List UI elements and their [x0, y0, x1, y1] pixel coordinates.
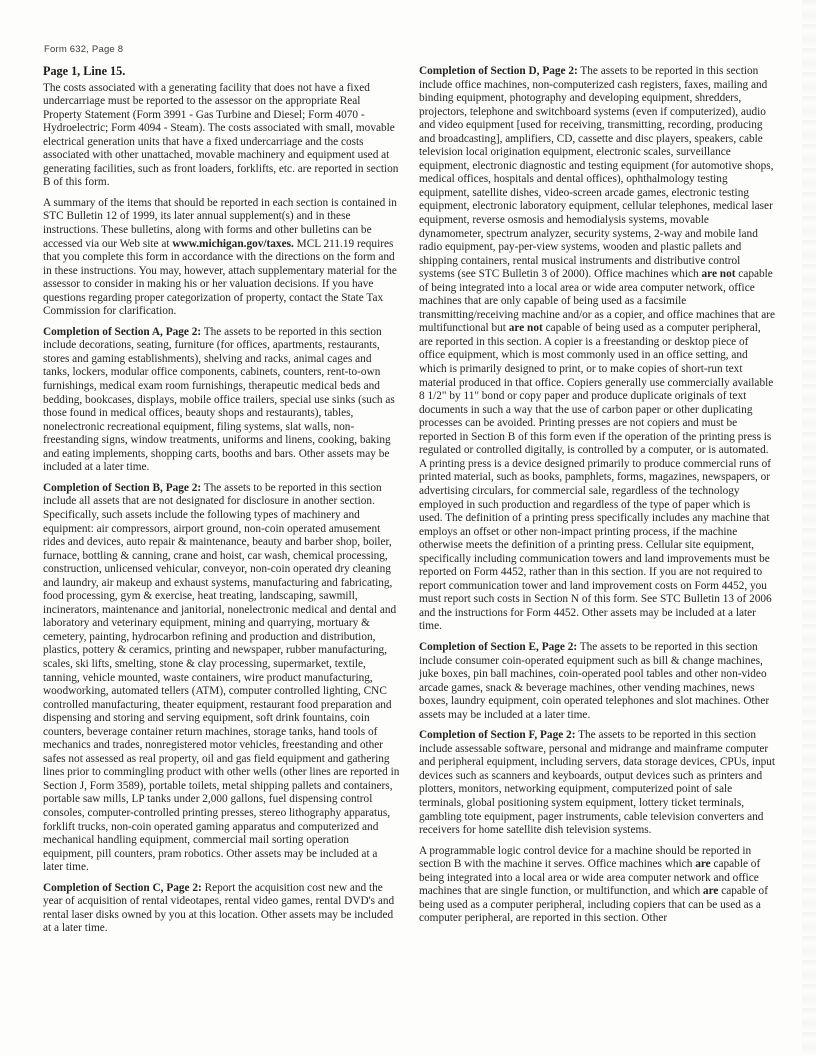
- bold-text-run: are: [695, 858, 711, 871]
- bold-text-run: Completion of Section D, Page 2:: [419, 65, 578, 77]
- text-run: MCL 211.19 requires that you complete this form in accordance with the directions on the form and in these instructions. You may, however, attach supplementary material for the assessor to consider in making his or her valuation decisions. If you have questions regarding proper categorization of property, contact the State Tax Commission for clarification.: [43, 237, 397, 318]
- bold-text-run: Completion of Section F, Page 2:: [419, 729, 576, 742]
- text-run: The costs associated with a generating facility that does not have a fixed undercarriage must be reported to the assessor on the appropriate Real Property Statement (Form 3991 - Gas Turbine and Diesel; Form 4070 - Hydroelectric; Form 4094 - Steam). The costs associated with small, movable electrical generation units that have a fixed undercarriage and the costs associated with other unattached, movable machinery and equipment used at generating facilities, such as front loaders, forklifts, etc. are reported in section B of this form.: [43, 81, 399, 189]
- bold-text-run: Completion of Section B, Page 2:: [43, 481, 202, 494]
- text-run: The assets to be reported in this section include all assets that are not designated for disclosure in another section. Specifically, such assets include the following types of machinery and equipment: air compressors, airport ground, non-coin operated amusement rides and devices, auto repair & maintenance, beauty and barber shop, boiler, furnace, bottling & canning, crane and hoist, car wash, chemical processing, construction, unlicensed vehicular, conveyor, non-coin operated dry cleaning and laundry, air makeup and exhaust systems, manufacturing and fabricating, food processing, gym & exercise, heat treating, landscaping, sawmill, incinerators, maintenance and janitorial, nonelectronic medical and dental and laboratory and veterinary equipment, mining and quarrying, mortuary & cemetery, painting, hydrocarbon refining and production and distribution, plastics, pottery & ceramics, printing and newspaper, rubber manufacturing, scales, ski lifts, smelting, stone & clay processing, supermarket, textile, tanning, vehicle mounted, waste containers, wire product manufacturing, woodworking, automated tellers (ATM), computer controlled lighting, CNC controlled manufacturing, theater equipment, restaurant food preparation and dispensing and storing and serving equipment, soft drink fountains, coin counters, beverage container return machines, storage tanks, hand tools of mechanics and trades, nonregistered motor vehicles, freestanding and other safes not assessed as real property, oil and gas field equipment and gathering lines prior to commingling product with other wells (other lines are reported in Section J, Form 3589), portable toilets, metal shipping pallets and containers, portable saw mills, LP tanks under 2,000 gallons, fuel dispensing control consoles, computer-controlled printing presses, stereo lithography apparatus, forklift trucks, non-coin operated gaming apparatus and computerized and mechanical handling equipment, commercial mail sorting operation equipment, pill counters, pram robotics. Other assets may be included at a later time.: [43, 481, 400, 874]
- section-heading: [43, 65, 400, 79]
- text-run: The assets to be reported in this section include assessable software, personal and midrange and mainframe computer and peripheral equipment, including servers, data storage devices, CPUs, input devices such as scanners and keyboards, output devices such as printers and plotters, monitors, networking equipment, computerized point of sale terminals, global positioning system equipment, lottery ticket terminals, gambling tote equipment, pager instruments, cable television converters and receivers for home satellite dish television systems.: [419, 729, 776, 837]
- text-run: A programmable logic control device for a machine should be reported in section B with the machine it serves. Office machines which: [419, 844, 752, 871]
- paragraph: [43, 482, 400, 875]
- right-column: [419, 65, 776, 933]
- paragraph: [43, 326, 400, 475]
- bold-text-run: Completion of Section A, Page 2:: [43, 325, 202, 338]
- bold-text-run: are not: [701, 268, 736, 281]
- bold-text-run: Page 1, Line 15.: [43, 64, 126, 78]
- text-run: The assets to be reported in this section include office machines, non-computerized cash registers, faxes, mailing and binding equipment, photography and developing equipment, shredders, projectors, telephone and switchboard systems (even if computerized), audio and video equipment [used for receiving, transmitting, recording, producing and broadcasting], amplifiers, CD, cassette and disc players, speakers, cable television local origination equipment, electronic scales, surveillance equipment, electronic diagnostic and testing equipment (for automotive shops, medical offices, hospitals and dental offices), ophthalmology testing equipment, satellite dishes, video-screen arcade games, electronic testing equipment, electronic laboratory equipment, cellular telephones, medical laser equipment, reverse osmosis and hemodialysis systems, movable dynamometer, spectrum analyzer, security systems, 2-way and mobile land radio equipment, pay-per-view systems, wooden and plastic pallets and shipping containers, rental musical instruments and distributive control systems (see STC Bulletin 3 of 2000). Office machines which: [419, 65, 774, 281]
- text-run: capable of being integrated into a local area or wide area computer network and office machines that are single function, or multifunction, and which: [419, 858, 761, 898]
- text-run: A summary of the items that should be reported in each section is contained in STC Bulletin 12 of 1999, its later annual supplement(s) and in these instructions. These bulletins, along with forms and other bulletins can be accessed via our Web site at: [43, 196, 397, 250]
- two-column-body: [43, 65, 790, 943]
- text-run: The assets to be reported in this section include decorations, seating, furniture (for offices, apartments, restaurants, stores and gaming establishments), shelving and racks, animal cages and tanks, lockers, modular office components, cabinets, counters, rent-to-own furnishings, medical exam room furnishings, therapeutic medical beds and bedding, bookcases, displays, mobile office trailers, special use sinks (such as those found in medical offices, beauty shops and restaurants), tables, nonelectronic recreational equipment, filing systems, slat walls, non-freestanding signs, window treatments, uniforms and linens, cooking, baking and eating implements, shopping carts, booths and bars. Other assets may be included at a later time.: [43, 325, 395, 474]
- paragraph: [419, 641, 776, 722]
- bold-text-run: are not: [508, 322, 543, 335]
- text-run: Report the acquisition cost new and the year of acquisition of rental videotapes, rental video games, rental DVD's and rental laser disks owned by you at this location. Other assets may be included at a later time.: [43, 881, 395, 935]
- bold-text-run: Completion of Section E, Page 2:: [419, 640, 578, 653]
- paragraph: [419, 845, 776, 926]
- bold-text-run: www.michigan.gov/taxes.: [172, 237, 294, 250]
- left-column: [43, 65, 400, 943]
- page-header: Form 632, Page 8: [44, 44, 124, 55]
- scan-edge-artifact: [802, 0, 816, 1056]
- paragraph: [43, 882, 400, 936]
- paragraph: [43, 82, 400, 190]
- paragraph: [43, 197, 400, 319]
- text-run: capable of being integrated into a local area or wide area computer network, office machines that are only capable of being used as a facsimile transmitting/receiving machine and/or as a copier, and office machines that are multifunctional but: [419, 268, 775, 335]
- text-run: The assets to be reported in this section include consumer coin-operated equipment such as bill & change machines, juke boxes, pin ball machines, coin-operated pool tables and other non-video arcade games, snack & beverage machines, other vending machines, news boxes, laundry equipment, coin operated telephones and slot machines. Other assets may be included at a later time.: [419, 640, 770, 721]
- paragraph: [419, 729, 776, 837]
- text-run: capable of being used as a computer peripheral, are reported in this section. A copier is a freestanding or desktop piece of office equipment, which is most commonly used in an office setting, and which is primarily designed to print, or to make copies of short-run text material produced in that office. Copiers generally use commercially available 8 1/2" by 11" bond or copy paper and produce duplicate originals of text documents in such a way that the use of carbon paper or other duplicating processes can be avoided. Printing presses are not copiers and must be reported in Section B of this form even if the operation of the printing press is regulated or controlled digitally, is controlled by a computer, or is automated. A printing press is a device designed primarily to produce commercial runs of printed material, such as books, pamphlets, forms, magazines, newspapers, or advertising circulars, for commercial sale, regardless of the technology employed in such production and regardless of the type of paper which is used. The definition of a printing press specifically includes any machine that employs an offset or other non-impact printing process, if the machine otherwise meets the definition of a printing press. Cellular site equipment, specifically including communication towers and land improvements must be reported on Form 4452, rather than in this section. If you are not required to report communication tower and land improvement costs on Form 4452, you must report such costs in Section N of this form. See STC Bulletin 13 of 2006 and the instructions for Form 4452. Other assets may be included at a later time.: [419, 322, 774, 633]
- bold-text-run: Completion of Section C, Page 2:: [43, 881, 202, 894]
- paragraph: [419, 65, 776, 634]
- text-run: capable of being used as a computer peripheral, including copiers that can be used as a computer peripheral, are reported in this section. Other: [419, 885, 768, 925]
- bold-text-run: are: [702, 885, 719, 898]
